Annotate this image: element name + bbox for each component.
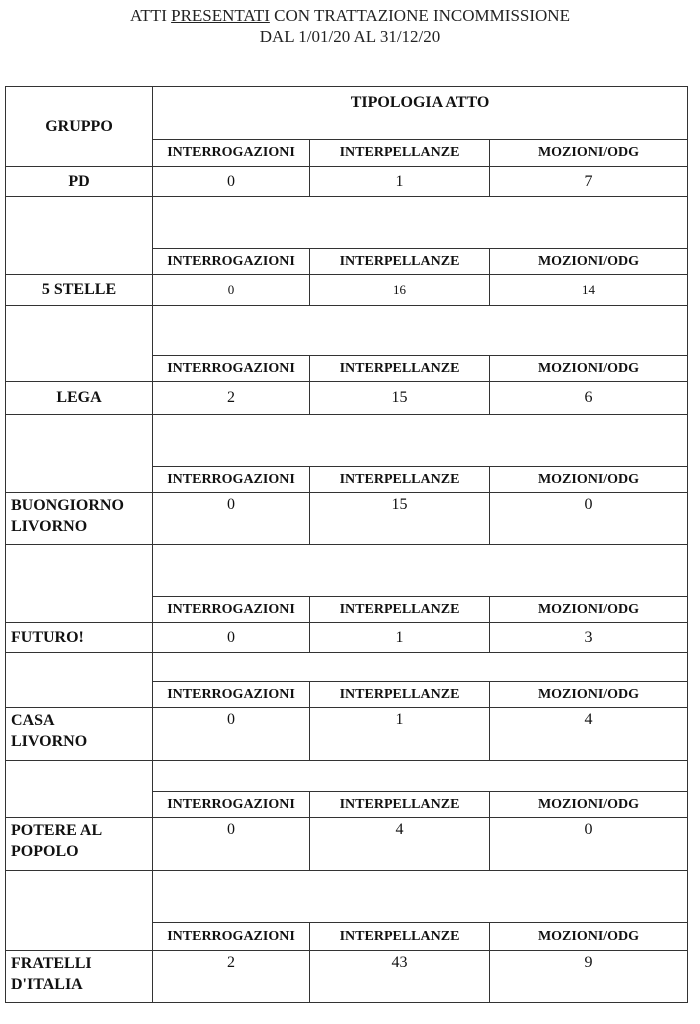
value-interrogazioni: 0 [153,818,310,871]
group-name: FRATELLI D'ITALIA [6,951,153,1003]
title-line-1: ATTI PRESENTATI CON TRATTAZIONE INCOMMISSIONE [130,6,570,25]
value-interrogazioni: 0 [153,708,310,761]
spacer-row [6,197,688,249]
group-header: GRUPPO [6,87,153,167]
spacer-row [6,653,688,682]
group-name: PD [6,167,153,197]
col-header-interrogazioni: INTERROGAZIONI [153,923,310,951]
value-mozioni: 7 [490,167,688,197]
col-header-mozioni: MOZIONI/ODG [490,792,688,818]
col-header-interpellanze: INTERPELLANZE [310,140,490,167]
col-header-interpellanze: INTERPELLANZE [310,792,490,818]
value-interpellanze: 1 [310,167,490,197]
col-header-interpellanze: INTERPELLANZE [310,467,490,493]
value-interrogazioni: 0 [153,275,310,306]
table-row [6,623,688,653]
value-interpellanze: 1 [310,623,490,653]
table-row [6,708,688,761]
document-title [0,5,700,47]
col-header-interrogazioni: INTERROGAZIONI [153,597,310,623]
spacer-row [6,306,688,356]
group-name: POTERE AL POPOLO [6,818,153,871]
value-interrogazioni: 0 [153,493,310,545]
title-line-2: DAL 1/01/20 AL 31/12/20 [259,27,441,46]
spacer-row [6,545,688,597]
col-header-interpellanze: INTERPELLANZE [310,597,490,623]
col-header-mozioni: MOZIONI/ODG [490,467,688,493]
spacer-row [6,761,688,792]
col-header-mozioni: MOZIONI/ODG [490,682,688,708]
group-name: 5 STELLE [6,275,153,306]
group-name: LEGA [6,382,153,415]
spacer-row [6,415,688,467]
value-mozioni: 9 [490,951,688,1003]
col-header-interpellanze: INTERPELLANZE [310,923,490,951]
group-name: FUTURO! [6,623,153,653]
value-interpellanze: 15 [310,382,490,415]
col-header-interrogazioni: INTERROGAZIONI [153,682,310,708]
table-row [6,382,688,415]
value-interrogazioni: 0 [153,167,310,197]
value-interpellanze: 15 [310,493,490,545]
col-header-mozioni: MOZIONI/ODG [490,356,688,382]
table-row [6,493,688,545]
group-name: CASA LIVORNO [6,708,153,761]
col-header-interrogazioni: INTERROGAZIONI [153,249,310,275]
spacer-row [6,871,688,923]
value-mozioni: 14 [490,275,688,306]
value-interrogazioni: 2 [153,951,310,1003]
table-header-row [6,87,688,140]
col-header-mozioni: MOZIONI/ODG [490,597,688,623]
value-mozioni: 4 [490,708,688,761]
col-header-interrogazioni: INTERROGAZIONI [153,467,310,493]
col-header-mozioni: MOZIONI/ODG [490,249,688,275]
col-header-interpellanze: INTERPELLANZE [310,682,490,708]
table-row [6,951,688,1003]
value-interpellanze: 43 [310,951,490,1003]
group-name: BUONGIORNO LIVORNO [6,493,153,545]
col-header-mozioni: MOZIONI/ODG [490,140,688,167]
value-mozioni: 0 [490,818,688,871]
value-interpellanze: 1 [310,708,490,761]
value-mozioni: 6 [490,382,688,415]
value-interpellanze: 4 [310,818,490,871]
col-header-interpellanze: INTERPELLANZE [310,249,490,275]
value-mozioni: 0 [490,493,688,545]
table-row [6,818,688,871]
title-underlined-word: PRESENTATI [171,6,270,25]
col-header-interrogazioni: INTERROGAZIONI [153,356,310,382]
value-interpellanze: 16 [310,275,490,306]
type-header: TIPOLOGIA ATTO [153,87,688,140]
col-header-interrogazioni: INTERROGAZIONI [153,140,310,167]
value-mozioni: 3 [490,623,688,653]
table-row [6,167,688,197]
acts-table [5,86,688,1003]
col-header-mozioni: MOZIONI/ODG [490,923,688,951]
value-interrogazioni: 0 [153,623,310,653]
col-header-interpellanze: INTERPELLANZE [310,356,490,382]
col-header-interrogazioni: INTERROGAZIONI [153,792,310,818]
value-interrogazioni: 2 [153,382,310,415]
table-row [6,275,688,306]
